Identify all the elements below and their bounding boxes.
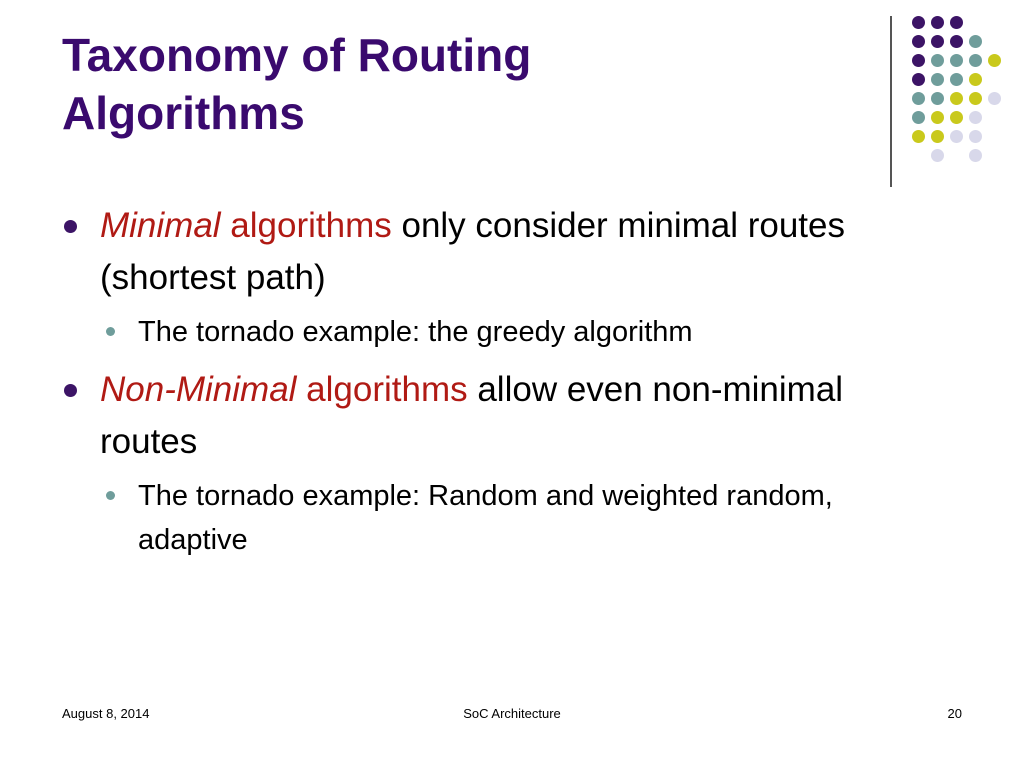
decor-dot bbox=[912, 16, 925, 29]
decor-dot bbox=[931, 149, 944, 162]
bullet-dot-icon bbox=[64, 220, 77, 233]
bullet-text: only consider minimal routes (shortest path) bbox=[100, 206, 845, 297]
decor-dot bbox=[931, 111, 944, 124]
decor-dot bbox=[912, 130, 925, 143]
decor-dot bbox=[969, 130, 982, 143]
decor-dot bbox=[912, 111, 925, 124]
decor-dot bbox=[912, 92, 925, 105]
bullet-emphasis: Minimal bbox=[100, 206, 221, 245]
slide-title-line-2: Algorithms bbox=[62, 87, 305, 139]
slide-title bbox=[62, 26, 862, 142]
slide-title-line-1: Taxonomy of Routing bbox=[62, 29, 532, 81]
sub-bullet-dot-icon bbox=[106, 491, 115, 500]
sub-bullet-dot-icon bbox=[106, 327, 115, 336]
decor-dot bbox=[931, 130, 944, 143]
decor-dot bbox=[969, 35, 982, 48]
decor-dot bbox=[969, 92, 982, 105]
bullet-emphasis: Non-Minimal bbox=[100, 370, 297, 409]
decor-dot bbox=[950, 111, 963, 124]
decor-dot bbox=[950, 73, 963, 86]
decor-dot bbox=[912, 73, 925, 86]
bullet-non-minimal bbox=[62, 364, 922, 468]
bullet-list bbox=[62, 200, 922, 562]
decor-dot bbox=[931, 92, 944, 105]
sub-bullet-text: The tornado example: the greedy algorithm bbox=[138, 316, 693, 348]
footer-date: August 8, 2014 bbox=[62, 706, 150, 721]
footer-page-number: 20 bbox=[947, 706, 962, 721]
decor-dot bbox=[912, 54, 925, 67]
bullet-text: allow even non-minimal routes bbox=[100, 370, 844, 461]
decor-dot bbox=[950, 16, 963, 29]
decor-dot bbox=[969, 54, 982, 67]
title-divider bbox=[890, 16, 892, 187]
footer-title: SoC Architecture bbox=[463, 706, 561, 721]
decor-dot bbox=[988, 54, 1001, 67]
bullet-term: algorithms bbox=[220, 206, 392, 245]
decor-dot bbox=[969, 73, 982, 86]
decor-dot bbox=[950, 54, 963, 67]
decor-dot bbox=[912, 35, 925, 48]
decor-dot bbox=[931, 16, 944, 29]
decor-dot bbox=[931, 54, 944, 67]
decor-dot bbox=[950, 130, 963, 143]
decor-dot bbox=[969, 111, 982, 124]
decor-dot bbox=[969, 149, 982, 162]
decor-dot bbox=[931, 35, 944, 48]
decor-dot bbox=[950, 35, 963, 48]
sub-bullet-random bbox=[62, 474, 922, 562]
decor-dot bbox=[931, 73, 944, 86]
sub-bullet-text: The tornado example: Random and weighted random, adaptive bbox=[138, 480, 833, 556]
bullet-dot-icon bbox=[64, 384, 77, 397]
sub-bullet-greedy bbox=[62, 310, 922, 354]
decor-dot bbox=[950, 92, 963, 105]
bullet-term: algorithms bbox=[296, 370, 468, 409]
decor-dot bbox=[988, 92, 1001, 105]
bullet-minimal bbox=[62, 200, 922, 304]
